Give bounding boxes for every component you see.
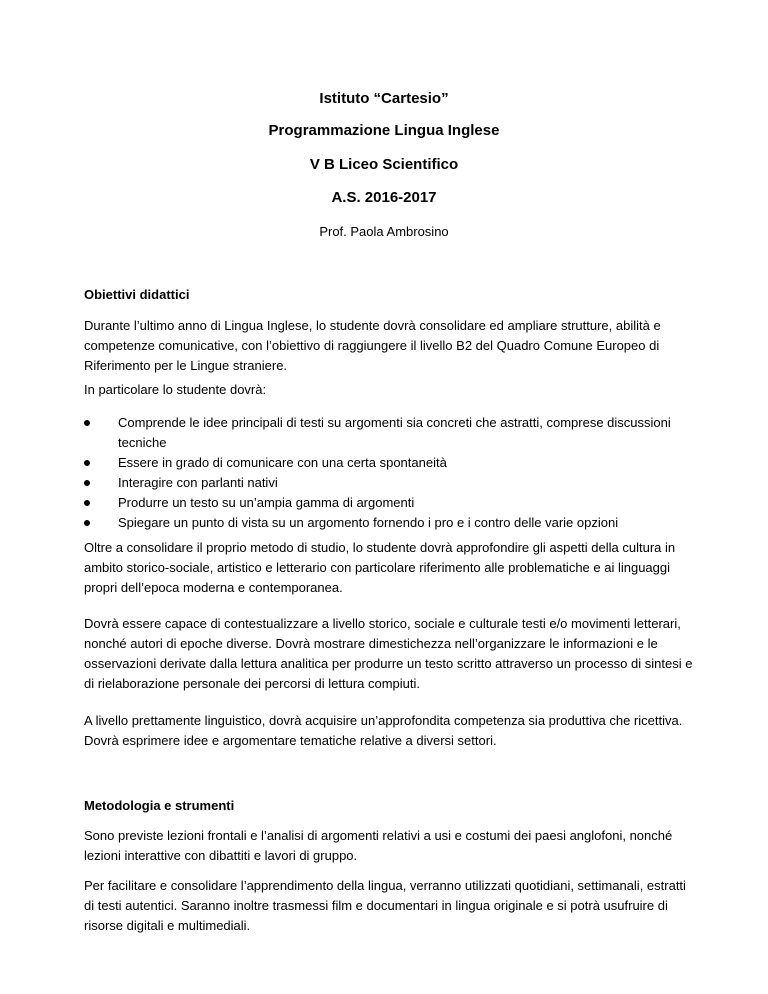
obiettivi-intro: Durante l’ultimo anno di Lingua Inglese, lo studente dovrà consolidare ed ampliare strutture, abilità e competenze comunicative, con l’obiettivo di raggiungere il livello B2 del Quadro Comune Europeo di Riferimento per le Lingue straniere. [84, 318, 661, 373]
bullet-icon [84, 420, 90, 426]
bullet-icon [84, 480, 90, 486]
obiettivi-paragraph-1: Oltre a consolidare il proprio metodo di studio, lo studente dovrà approfondire gli aspetti della cultura in ambito storico-sociale, artistico e letterario con particolare riferimento alle problematiche e ai linguaggi propri dell’epoca moderna e contemporanea. [84, 540, 676, 595]
teacher-name: Prof. Paola Ambrosino [319, 224, 449, 239]
list-item [84, 453, 694, 473]
list-item [84, 513, 694, 533]
school-name: Istituto “Cartesio” [319, 90, 449, 107]
list-item [84, 473, 694, 493]
list-item [84, 493, 694, 513]
obiettivi-paragraph-3: A livello prettamente linguistico, dovrà acquisire un’approfondita competenza sia produttiva che ricettiva. Dovrà esprimere idee e argomentare tematiche relative a diversi settori. [84, 713, 683, 748]
metodologia-paragraph-2: Per facilitare e consolidare l’apprendimento della lingua, verranno utilizzati quotidiani, settimanali, estratti di testi autentici. Saranno inoltre trasmessi film e documentari in lingua originale e si potrà usufruire di risorse digitali e multimediali. [84, 878, 686, 933]
list-item-text: Interagire con parlanti nativi [118, 475, 278, 490]
school-year: A.S. 2016-2017 [331, 189, 437, 206]
list-item [84, 413, 694, 453]
obiettivi-lead: In particolare lo studente dovrà: [84, 382, 267, 397]
section-title-metodologia: Metodologia e strumenti [84, 798, 235, 813]
bullet-icon [84, 520, 90, 526]
metodologia-paragraph-1: Sono previste lezioni frontali e l’analisi di argomenti relativi a usi e costumi dei paesi anglofoni, nonché lezioni interattive con dibattiti e lavori di gruppo. [84, 828, 673, 863]
bullet-icon [84, 460, 90, 466]
bullet-icon [84, 500, 90, 506]
class-title: V B Liceo Scientifico [309, 156, 459, 173]
program-title: Programmazione Lingua Inglese [268, 122, 500, 139]
section-title-obiettivi: Obiettivi didattici [84, 287, 190, 302]
list-item-text: Comprende le idee principali di testi su argomenti sia concreti che astratti, comprese discussioni tecniche [118, 415, 671, 450]
list-item-text: Essere in grado di comunicare con una certa spontaneità [118, 455, 447, 470]
list-item-text: Produrre un testo su un’ampia gamma di argomenti [118, 495, 415, 510]
obiettivi-paragraph-2: Dovrà essere capace di contestualizzare a livello storico, sociale e culturale testi e/o movimenti letterari, nonché autori di epoche diverse. Dovrà mostrare dimestichezza nell’organizzare le informazioni e le osservazioni derivate dalla lettura analitica per produrre un testo scritto attraverso un processo di sintesi e di rielaborazione personale dei percorsi di lettura compiuti. [84, 616, 693, 691]
objectives-list [84, 413, 694, 533]
list-item-text: Spiegare un punto di vista su un argomento fornendo i pro e i contro delle varie opzioni [118, 515, 619, 530]
